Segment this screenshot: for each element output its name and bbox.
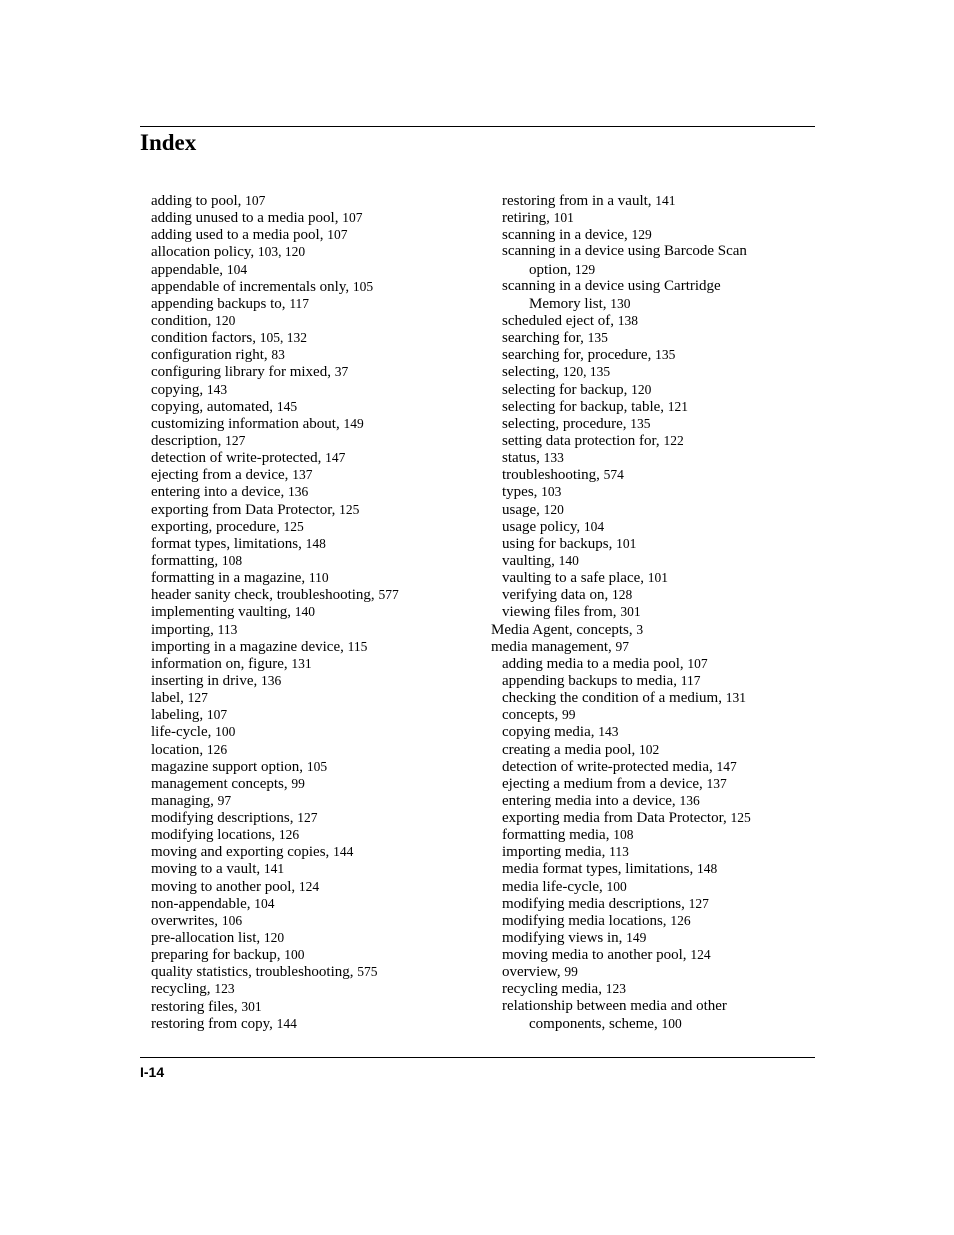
index-entry-text: entering media into a device, xyxy=(502,792,676,809)
index-entry xyxy=(151,758,481,775)
index-entry-pages: 128 xyxy=(611,587,633,603)
index-entry-text: modifying media descriptions, xyxy=(502,895,685,912)
index-entry-pages: 143 xyxy=(206,381,228,397)
index-entry-text: restoring files, xyxy=(151,998,238,1015)
index-entry-text: appending backups to media, xyxy=(502,672,677,689)
index-entry-pages: 126 xyxy=(278,827,300,843)
index-entry-pages: 100 xyxy=(606,878,627,894)
index-entry-pages: 125 xyxy=(339,501,360,517)
index-entry-pages: 577 xyxy=(378,587,399,603)
index-entry-text: modifying views in, xyxy=(502,930,623,947)
page-number: I-14 xyxy=(140,1064,165,1080)
index-entry-pages: 149 xyxy=(343,415,364,431)
index-entry xyxy=(491,586,811,603)
index-entry-pages: 123 xyxy=(214,981,235,997)
index-entry-pages: 574 xyxy=(603,467,624,483)
index-entry-text: adding unused to a media pool, xyxy=(151,210,339,227)
index-entry-pages: 83 xyxy=(271,347,285,363)
index-entry-text: restoring from copy, xyxy=(151,1015,273,1032)
index-entry-text: label, xyxy=(151,690,184,707)
index-entry-text: overwrites, xyxy=(151,912,219,929)
index-entry xyxy=(491,638,811,655)
index-entry-text: configuring library for mixed, xyxy=(151,364,331,381)
index-entry-text: Memory list, xyxy=(529,295,607,312)
index-entry-pages: 120 xyxy=(215,312,236,328)
index-entry xyxy=(151,1015,481,1032)
index-entry-pages: 131 xyxy=(291,655,312,671)
index-entry-text: header sanity check, troubleshooting, xyxy=(151,587,375,604)
index-entry xyxy=(151,860,481,877)
index-entry xyxy=(151,929,481,946)
index-entry-pages: 140 xyxy=(558,552,579,568)
index-entry-text: exporting, procedure, xyxy=(151,518,280,535)
index-entry-pages: 37 xyxy=(334,364,349,380)
index-entry-text: non-appendable, xyxy=(151,895,251,912)
page-title: Index xyxy=(140,130,197,155)
index-entry-pages: 117 xyxy=(289,295,310,311)
index-entry xyxy=(491,723,811,740)
index-entry xyxy=(151,963,481,980)
index-entry xyxy=(151,398,481,415)
index-entry-pages: 107 xyxy=(245,193,266,208)
index-entry-text: exporting media from Data Protector, xyxy=(502,810,727,827)
index-entry-pages: 106 xyxy=(221,912,243,928)
index-entry xyxy=(491,209,811,226)
index-entry-text: modifying locations, xyxy=(151,827,276,844)
index-entry-text: managing, xyxy=(151,792,214,809)
index-entry xyxy=(491,415,811,432)
index-entry xyxy=(151,261,481,278)
index-entry xyxy=(151,278,481,295)
index-entry-text: selecting, procedure, xyxy=(502,415,627,432)
index-entry-pages: 104 xyxy=(254,895,275,911)
index-entry xyxy=(151,741,481,758)
index-entry-pages: 127 xyxy=(187,690,208,706)
index-entry-text: location, xyxy=(151,741,204,758)
index-entry xyxy=(151,826,481,843)
index-entry-text: magazine support option, xyxy=(151,758,304,775)
index-entry-text: formatting in a magazine, xyxy=(151,570,306,587)
index-entry-text: overview, xyxy=(502,964,561,981)
index-entry-pages: 135 xyxy=(655,347,676,363)
index-entry xyxy=(491,449,811,466)
index-entry-text: media management, xyxy=(491,638,612,655)
index-entry xyxy=(491,261,811,278)
index-entry-text: importing, xyxy=(151,621,214,638)
index-entry xyxy=(151,638,481,655)
index-entry xyxy=(491,501,811,518)
index-entry-text: formatting media, xyxy=(502,827,610,844)
index-entry xyxy=(151,346,481,363)
index-entry xyxy=(151,312,481,329)
index-entry-pages: 99 xyxy=(561,707,576,723)
index-entry xyxy=(491,483,811,500)
index-entry-pages: 117 xyxy=(680,672,701,688)
index-entry-text: scanning in a device using Cartridge xyxy=(502,277,721,294)
footer-rule xyxy=(140,1057,815,1058)
index-entry xyxy=(151,586,481,603)
index-entry-text: selecting for backup, xyxy=(502,381,628,398)
index-entry xyxy=(151,603,481,620)
index-entry-pages: 105, 132 xyxy=(259,330,307,346)
index-entry xyxy=(491,569,811,586)
index-entry-text: appendable of incrementals only, xyxy=(151,278,350,295)
index-entry xyxy=(491,466,811,483)
index-entry-text: creating a media pool, xyxy=(502,741,636,758)
index-entry-pages: 133 xyxy=(543,450,564,466)
index-entry xyxy=(151,843,481,860)
index-entry-pages: 129 xyxy=(631,227,652,243)
index-entry-text: usage, xyxy=(502,501,540,518)
index-entry xyxy=(491,895,811,912)
index-entry-text: adding used to a media pool, xyxy=(151,227,324,244)
index-entry-text: option, xyxy=(529,261,572,278)
index-entry xyxy=(491,278,811,295)
index-entry-pages: 124 xyxy=(298,878,320,894)
index-entry xyxy=(491,621,811,638)
index-entry-text: life-cycle, xyxy=(151,724,212,741)
index-entry-pages: 126 xyxy=(670,912,691,928)
index-entry-text: inserting in drive, xyxy=(151,672,258,689)
index-entry-text: recycling, xyxy=(151,981,211,998)
index-entry xyxy=(491,706,811,723)
index-entry-pages: 141 xyxy=(263,861,285,877)
index-entry-pages: 137 xyxy=(706,775,727,791)
index-entry-pages: 110 xyxy=(308,570,329,586)
index-entry-pages: 122 xyxy=(663,432,684,448)
index-entry-text: concepts, xyxy=(502,707,559,724)
index-column-right xyxy=(491,192,811,1032)
index-entry-text: vaulting to a safe place, xyxy=(502,570,645,587)
index-entry-text: adding media to a media pool, xyxy=(502,655,684,672)
index-entry xyxy=(151,483,481,500)
index-entry xyxy=(491,655,811,672)
index-entry xyxy=(151,192,481,209)
index-entry xyxy=(151,415,481,432)
index-entry xyxy=(151,895,481,912)
index-entry-text: format types, limitations, xyxy=(151,535,302,552)
index-entry xyxy=(151,792,481,809)
index-entry-text: scanning in a device using Barcode Scan xyxy=(502,243,747,260)
index-entry-text: exporting from Data Protector, xyxy=(151,501,336,518)
index-entry-text: appendable, xyxy=(151,261,224,278)
index-entry-pages: 108 xyxy=(221,552,243,568)
index-entry xyxy=(151,723,481,740)
header-rule xyxy=(140,126,815,127)
index-entry-pages: 120, 135 xyxy=(562,364,611,380)
index-entry-text: restoring from in a vault, xyxy=(502,193,652,209)
index-entry-pages: 144 xyxy=(276,1015,297,1031)
index-entry-text: searching for, procedure, xyxy=(502,347,652,364)
index-entry-pages: 136 xyxy=(288,484,309,500)
index-entry-pages: 130 xyxy=(610,295,631,311)
index-entry-pages: 105 xyxy=(306,758,328,774)
index-entry xyxy=(491,946,811,963)
index-entry-pages: 107 xyxy=(327,227,348,243)
index-entry xyxy=(151,569,481,586)
index-entry-text: selecting, xyxy=(502,364,560,381)
index-entry-text: implementing vaulting, xyxy=(151,604,291,621)
index-entry xyxy=(491,552,811,569)
index-entry-pages: 136 xyxy=(260,672,282,688)
index-entry xyxy=(151,672,481,689)
index-entry-pages: 148 xyxy=(305,535,326,551)
index-entry-pages: 149 xyxy=(626,930,647,946)
index-entry xyxy=(491,346,811,363)
index-entry xyxy=(491,929,811,946)
index-entry xyxy=(491,312,811,329)
index-entry-pages: 97 xyxy=(615,638,630,654)
index-entry-text: status, xyxy=(502,450,540,467)
index-entry xyxy=(491,518,811,535)
index-entry-text: usage policy, xyxy=(502,518,581,535)
index-entry xyxy=(151,655,481,672)
index-entry-pages: 141 xyxy=(655,193,676,208)
index-entry-text: Media Agent, concepts, xyxy=(491,621,633,638)
index-entry-pages: 127 xyxy=(688,895,709,911)
index-entry-text: checking the condition of a medium, xyxy=(502,690,722,707)
index-entry xyxy=(491,672,811,689)
index-entry xyxy=(491,741,811,758)
index-entry-text: condition, xyxy=(151,312,212,329)
index-entry xyxy=(491,963,811,980)
index-entry-pages: 125 xyxy=(283,518,304,534)
index-entry-pages: 143 xyxy=(598,724,619,740)
index-entry-text: copying, xyxy=(151,381,204,398)
index-entry xyxy=(151,449,481,466)
index-entry-text: pre-allocation list, xyxy=(151,930,261,947)
index-entry xyxy=(151,466,481,483)
index-entry-text: media life-cycle, xyxy=(502,878,603,895)
index-entry xyxy=(151,329,481,346)
index-entry xyxy=(151,775,481,792)
index-entry-pages: 145 xyxy=(276,398,298,414)
index-entry-text: troubleshooting, xyxy=(502,467,600,484)
index-entry-text: selecting for backup, table, xyxy=(502,398,665,415)
index-entry-pages: 144 xyxy=(333,844,354,860)
index-entry xyxy=(491,809,811,826)
index-entry xyxy=(151,432,481,449)
index-entry-pages: 147 xyxy=(325,450,346,466)
index-entry-pages: 103 xyxy=(541,484,562,500)
index-entry-pages: 104 xyxy=(583,518,605,534)
index-entry-text: customizing information about, xyxy=(151,415,340,432)
index-entry-pages: 115 xyxy=(347,638,368,654)
index-entry xyxy=(491,826,811,843)
index-entry-pages: 127 xyxy=(297,810,318,826)
index-entry-pages: 101 xyxy=(553,210,574,226)
index-entry-pages: 138 xyxy=(617,312,639,328)
index-entry-text: appending backups to, xyxy=(151,295,286,312)
index-entry-text: ejecting from a device, xyxy=(151,467,289,484)
index-entry xyxy=(151,363,481,380)
index-entry-text: importing media, xyxy=(502,844,606,861)
index-entry-text: information on, figure, xyxy=(151,655,288,672)
index-entry-text: types, xyxy=(502,484,538,501)
index-entry-text: description, xyxy=(151,432,222,449)
index-entry-pages: 108 xyxy=(613,827,634,843)
index-entry-text: adding to pool, xyxy=(151,193,242,209)
index-entry-text: modifying descriptions, xyxy=(151,810,294,827)
index-entry-pages: 100 xyxy=(661,1015,682,1031)
index-entry-text: importing in a magazine device, xyxy=(151,638,344,655)
index-entry xyxy=(491,295,811,312)
index-entry-text: scheduled eject of, xyxy=(502,312,615,329)
index-entry-text: preparing for backup, xyxy=(151,947,281,964)
index-entry-text: formatting, xyxy=(151,552,219,569)
index-entry-text: condition factors, xyxy=(151,330,256,347)
index-entry xyxy=(151,226,481,243)
index-entry xyxy=(491,689,811,706)
index-entry-text: media format types, limitations, xyxy=(502,861,694,878)
index-entry-pages: 113 xyxy=(609,844,629,860)
index-entry-pages: 137 xyxy=(292,467,313,483)
index-entry-text: retiring, xyxy=(502,210,550,227)
index-entry xyxy=(491,329,811,346)
index-entry-text: detection of write-protected media, xyxy=(502,758,713,775)
index-entry-pages: 120 xyxy=(543,501,564,517)
index-entry xyxy=(491,1015,811,1032)
index-entry-text: copying media, xyxy=(502,724,595,741)
index-entry-text: detection of write-protected, xyxy=(151,450,322,467)
index-entry xyxy=(491,980,811,997)
index-entry xyxy=(151,535,481,552)
index-entry xyxy=(491,432,811,449)
index-entry-text: copying, automated, xyxy=(151,398,274,415)
index-entry-pages: 123 xyxy=(605,981,626,997)
index-entry xyxy=(151,912,481,929)
index-entry xyxy=(151,381,481,398)
index-entry-pages: 105 xyxy=(352,278,374,294)
index-entry-pages: 99 xyxy=(291,775,305,791)
index-entry xyxy=(491,243,811,260)
index-entry xyxy=(151,998,481,1015)
index-entry-text: allocation policy, xyxy=(151,244,255,261)
index-entry xyxy=(151,243,481,260)
index-entry-text: setting data protection for, xyxy=(502,432,660,449)
index-entry xyxy=(491,398,811,415)
index-entry-pages: 104 xyxy=(226,261,248,277)
index-entry xyxy=(151,518,481,535)
index-entry-pages: 147 xyxy=(716,758,737,774)
index-entry xyxy=(151,209,481,226)
index-entry-text: scanning in a device, xyxy=(502,227,628,244)
index-entry-pages: 127 xyxy=(225,432,246,448)
index-entry-pages: 301 xyxy=(241,998,262,1014)
index-entry xyxy=(151,809,481,826)
index-entry-pages: 135 xyxy=(587,330,608,346)
index-entry-text: moving and exporting copies, xyxy=(151,844,330,861)
index-entry-pages: 100 xyxy=(215,724,236,740)
index-entry-text: management concepts, xyxy=(151,775,288,792)
index-entry-text: components, scheme, xyxy=(529,1015,658,1032)
index-entry xyxy=(151,295,481,312)
index-entry-pages: 135 xyxy=(630,415,651,431)
index-entry xyxy=(491,912,811,929)
index-entry xyxy=(491,226,811,243)
index-entry xyxy=(491,998,811,1015)
index-entry-pages: 100 xyxy=(284,947,305,963)
index-entry xyxy=(491,860,811,877)
index-entry xyxy=(491,192,811,209)
index-entry xyxy=(491,792,811,809)
index-entry-pages: 126 xyxy=(206,741,228,757)
index-column-left xyxy=(151,192,481,1032)
index-entry-pages: 121 xyxy=(667,398,689,414)
index-entry-pages: 131 xyxy=(725,690,746,706)
index-entry xyxy=(491,775,811,792)
index-entry xyxy=(491,758,811,775)
index-entry-text: recycling media, xyxy=(502,981,602,998)
index-entry-text: labeling, xyxy=(151,707,204,724)
index-entry-text: searching for, xyxy=(502,330,584,347)
index-entry xyxy=(151,878,481,895)
index-entry-pages: 301 xyxy=(620,604,641,620)
index-entry xyxy=(491,603,811,620)
index-entry-pages: 107 xyxy=(342,210,363,226)
index-entry-pages: 107 xyxy=(687,655,708,671)
index-entry-pages: 3 xyxy=(636,621,644,637)
index-entry-text: ejecting a medium from a device, xyxy=(502,775,703,792)
index-entry-pages: 120 xyxy=(631,381,652,397)
index-entry-text: moving to a vault, xyxy=(151,861,261,878)
index-entry-text: relationship between media and other xyxy=(502,997,727,1014)
index-entry-pages: 120 xyxy=(263,930,285,946)
index-entry-text: viewing files from, xyxy=(502,604,617,621)
index-entry xyxy=(491,878,811,895)
index-entry-pages: 101 xyxy=(616,535,637,551)
index-entry xyxy=(151,980,481,997)
index-entry-text: entering into a device, xyxy=(151,484,285,501)
index-entry-pages: 575 xyxy=(357,964,378,980)
index-entry-text: moving media to another pool, xyxy=(502,947,687,964)
index-entry-pages: 140 xyxy=(294,604,315,620)
index-entry-pages: 99 xyxy=(564,964,578,980)
index-entry-pages: 125 xyxy=(730,810,751,826)
index-entry-text: vaulting, xyxy=(502,552,555,569)
index-entry xyxy=(151,621,481,638)
index-entry xyxy=(151,689,481,706)
index-entry xyxy=(491,363,811,380)
index-entry-pages: 102 xyxy=(639,741,660,757)
index-entry-pages: 97 xyxy=(217,792,232,808)
index-entry-pages: 148 xyxy=(696,861,718,877)
index-entry-pages: 113 xyxy=(217,621,238,637)
index-entry xyxy=(151,501,481,518)
index-entry xyxy=(151,552,481,569)
index-entry xyxy=(151,706,481,723)
index-entry xyxy=(491,843,811,860)
index-entry-pages: 129 xyxy=(574,261,596,277)
index-entry-pages: 136 xyxy=(679,792,700,808)
index-entry-text: modifying media locations, xyxy=(502,912,667,929)
index-entry xyxy=(491,381,811,398)
index-entry-pages: 107 xyxy=(206,707,228,723)
index-entry-text: quality statistics, troubleshooting, xyxy=(151,964,354,981)
index-entry-pages: 103, 120 xyxy=(257,244,306,260)
index-entry-pages: 101 xyxy=(647,570,669,586)
index-entry-text: verifying data on, xyxy=(502,587,609,604)
index-entry-text: configuration right, xyxy=(151,347,268,364)
index-entry-pages: 124 xyxy=(690,947,711,963)
index-entry-text: moving to another pool, xyxy=(151,878,296,895)
index-entry xyxy=(151,946,481,963)
index-entry xyxy=(491,535,811,552)
index-entry-text: using for backups, xyxy=(502,535,613,552)
